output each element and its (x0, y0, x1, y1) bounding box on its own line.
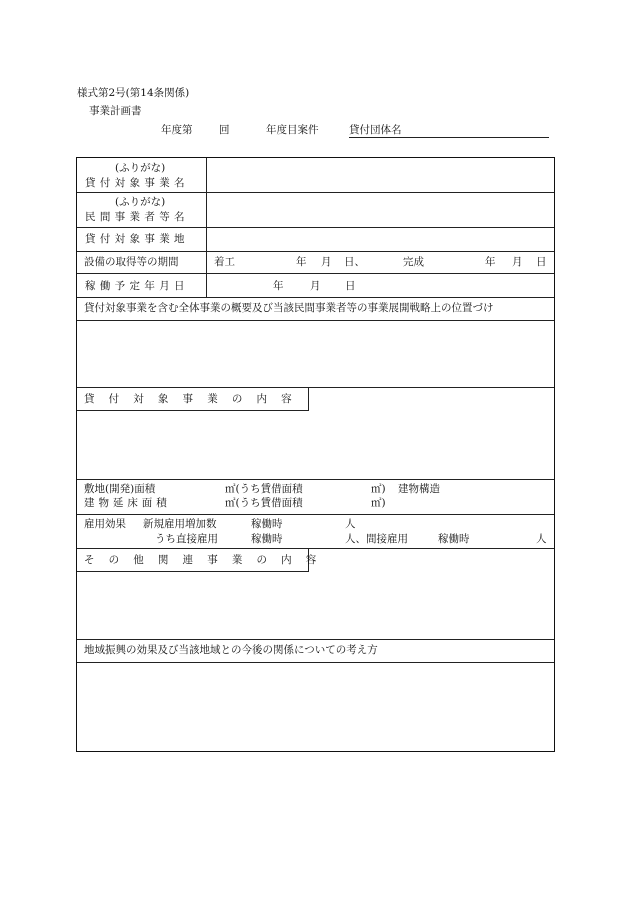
form-number: 様式第2号(第14条関係) (77, 87, 190, 99)
operation-date-label: 稼 働 予 定 年 月 日 (85, 280, 186, 292)
start-month-label: 月 (321, 256, 332, 268)
indirect-persons-label: 人 (536, 533, 547, 545)
other-projects-field[interactable] (78, 573, 553, 638)
direct-employment-label: うち直接雇用 (155, 533, 218, 545)
target-project-name-field[interactable] (208, 159, 553, 191)
floor-area-label: 建 物 延 床 面 積 (84, 497, 167, 509)
floor-area-close-label: ㎡) (371, 497, 386, 509)
start-day-label: 日、 (344, 256, 365, 268)
round-label: 回 (219, 124, 230, 136)
complete-year-label: 年 (485, 256, 496, 268)
fiscal-year-project-label: 年度目案件 (266, 124, 319, 136)
start-year-label: 年 (296, 256, 307, 268)
organization-name-field[interactable] (410, 120, 548, 137)
operation-month-label: 月 (310, 280, 321, 292)
site-area-leased-label: ㎡(うち賃借面積 (225, 483, 303, 495)
organization-label: 貸付団体名 (349, 124, 402, 136)
operation-day-label: 日 (345, 280, 356, 292)
furigana-label-1: (ふりがな) (115, 162, 166, 174)
site-area-field[interactable] (160, 481, 223, 495)
acquisition-period-label: 設備の取得等の期間 (84, 256, 179, 268)
complete-day-label: 日 (536, 256, 547, 268)
direct-employment-field[interactable] (290, 531, 342, 545)
private-operator-name-label: 民 間 事 業 者 等 名 (85, 211, 186, 223)
indirect-employment-field[interactable] (478, 531, 533, 545)
furigana-label-2: (ふりがな) (115, 196, 166, 208)
indirect-at-operation-label: 稼働時 (438, 533, 470, 545)
complete-date-field[interactable] (428, 253, 483, 272)
target-project-name-label: 貸 付 対 象 事 業 名 (85, 177, 186, 189)
site-area-close-label: ㎡) (371, 483, 386, 495)
complete-month-label: 月 (512, 256, 523, 268)
building-structure-field[interactable] (450, 481, 550, 511)
document-title: 事業計画書 (89, 105, 142, 117)
overview-field[interactable] (78, 322, 553, 386)
content-field[interactable] (78, 412, 553, 478)
private-operator-name-field[interactable] (208, 194, 553, 226)
new-at-operation-label: 稼働時 (251, 518, 283, 530)
organization-underline (349, 137, 549, 138)
target-project-location-label: 貸 付 対 象 事 業 地 (85, 233, 186, 245)
fiscal-year-label: 年度第 (161, 124, 193, 136)
new-persons-label: 人 (345, 518, 356, 530)
floor-area-field[interactable] (160, 496, 223, 510)
new-employment-field[interactable] (290, 516, 342, 530)
complete-label: 完成 (403, 256, 424, 268)
regional-effect-field[interactable] (78, 664, 553, 750)
new-employment-label: 新規雇用増加数 (143, 518, 217, 530)
direct-at-operation-label: 稼働時 (251, 533, 283, 545)
employment-effect-label: 雇用効果 (84, 518, 126, 530)
regional-effect-label: 地域振興の効果及び当該地域との今後の関係についての考え方 (84, 644, 378, 656)
operation-year-label: 年 (273, 280, 284, 292)
start-date-field[interactable] (238, 253, 293, 272)
start-label: 着工 (214, 256, 235, 268)
target-project-location-field[interactable] (208, 229, 553, 250)
indirect-employment-label: 人、間接雇用 (345, 533, 408, 545)
operation-date-field[interactable] (208, 275, 553, 296)
overview-label: 貸付対象事業を含む全体事業の概要及び当該民間事業者等の事業展開戦略上の位置づけ (84, 302, 494, 314)
site-area-label: 敷地(開発)面積 (84, 483, 156, 495)
floor-area-leased-label: ㎡(うち賃借面積 (225, 497, 303, 509)
content-label: 貸 付 対 象 事 業 の 内 容 (84, 393, 298, 405)
building-structure-label: 建物構造 (398, 483, 440, 495)
other-projects-label: そ の 他 関 連 事 業 の 内 容 (84, 554, 322, 566)
